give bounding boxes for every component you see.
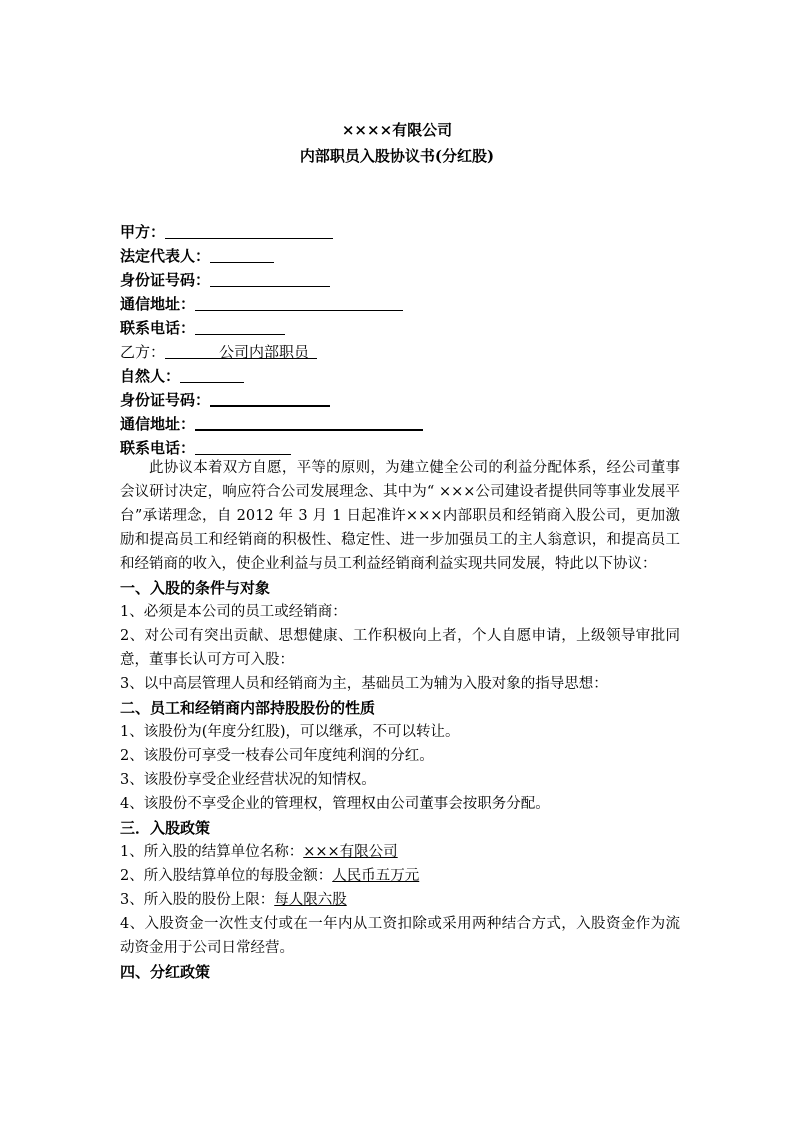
party-a-name-row (120, 218, 680, 242)
section2-item1: 1、该股份为(年度分红股)，可以继承，不可以转让。 (120, 724, 460, 740)
party-a-rep-label: 法定代表人： (120, 247, 211, 265)
document-title: 内部职员入股协议书(分红股) (299, 147, 495, 165)
party-b-id-blank[interactable] (210, 387, 330, 407)
section3-item2-label: 2、所入股结算单位的每股金额： (120, 868, 333, 884)
party-b-phone-row (120, 434, 680, 458)
section3-item3-value: 每人限六股 (274, 892, 347, 908)
party-b-id-row (120, 386, 680, 410)
section4-heading: 四、分红政策 (120, 963, 211, 981)
company-title: ××××有限公司 (341, 121, 453, 139)
party-b-address-row (120, 410, 680, 434)
party-a-name-blank[interactable] (165, 220, 333, 239)
party-a-phone-row (120, 314, 680, 338)
section1-heading: 一、入股的条件与对象 (120, 579, 271, 597)
section1-item1: 1、必须是本公司的员工或经销商： (120, 604, 347, 620)
intro-paragraph: 此协议本着双方自愿，平等的原则，为建立健全公司的利益分配体系，经公司董事会议研讨决定，响应符合公司发展理念、其中为“ ×××公司建设者提供同等事业发展平台”承诺理念，自 2012 年 3 月 1 日起准许×××内部职员和经销商入股公司，更加激励和提高员工和经销商的积极性、稳定性、进一步加强员工的主人翁意识，和提高员工和经销商的收入，使企业利益与员工利益经销商利益实现共同发展，特此以下协议： (120, 460, 680, 572)
party-a-id-row (120, 266, 680, 290)
section3-item3-label: 3、所入股的股份上限： (120, 892, 275, 908)
party-info (120, 218, 680, 458)
party-a-address-label: 通信地址： (120, 295, 196, 313)
section3-item1-label: 1、所入股的结算单位名称： (120, 844, 304, 860)
party-a-phone-blank[interactable] (195, 316, 285, 335)
section2-heading: 二、员工和经销商内部持股股份的性质 (120, 699, 376, 717)
party-b-person-row (120, 362, 680, 386)
section3-item4: 4、入股资金一次性支付或在一年内从工资扣除或采用两种结合方式，入股资金作为流动资金用于公司日常经营。 (120, 916, 680, 956)
party-b-phone-blank[interactable] (195, 436, 291, 455)
party-b-person-blank[interactable] (180, 364, 244, 383)
party-b-phone-label: 联系电话： (120, 439, 196, 457)
party-a-address-blank[interactable] (195, 292, 403, 311)
section3-item2-value: 人民币五万元 (332, 868, 420, 884)
section3-item1-value: ×××有限公司 (303, 844, 398, 860)
party-a-name-label: 甲方： (120, 223, 166, 241)
party-b-name-row (120, 338, 680, 362)
party-b-address-label: 通信地址： (120, 415, 196, 433)
section1-item3: 3、以中高层管理人员和经销商为主，基础员工为辅为入股对象的指导思想： (120, 676, 608, 692)
party-b-id-label: 身份证号码： (120, 391, 211, 409)
section1-item2: 2、对公司有突出贡献、思想健康、工作积极向上者，个人自愿申请，上级领导审批同意，董事长认可方可入股： (120, 628, 680, 668)
agreement-body (120, 456, 680, 984)
party-a-id-label: 身份证号码： (120, 271, 211, 289)
party-a-phone-label: 联系电话： (120, 319, 196, 337)
section2-item2: 2、该股份可享受一枝春公司年度纯利润的分红。 (120, 748, 434, 764)
section2-item3: 3、该股份享受企业经营状况的知情权。 (120, 772, 376, 788)
party-b-address-blank[interactable] (195, 411, 423, 431)
section3-heading: 三．入股政策 (120, 819, 211, 837)
section3-item2 (120, 864, 680, 888)
party-b-name-label: 乙方： (120, 343, 166, 361)
party-a-rep-blank[interactable] (210, 244, 274, 263)
party-b-name-value: 公司内部职员 (219, 343, 310, 361)
party-a-id-blank[interactable] (210, 268, 330, 287)
section3-item3 (120, 888, 680, 912)
party-a-address-row (120, 290, 680, 314)
section3-item1 (120, 840, 680, 864)
party-b-person-label: 自然人： (120, 367, 181, 385)
section2-item4: 4、该股份不享受企业的管理权，管理权由公司董事会按职务分配。 (120, 796, 550, 812)
party-a-rep-row (120, 242, 680, 266)
party-b-name-blank[interactable] (165, 340, 317, 359)
